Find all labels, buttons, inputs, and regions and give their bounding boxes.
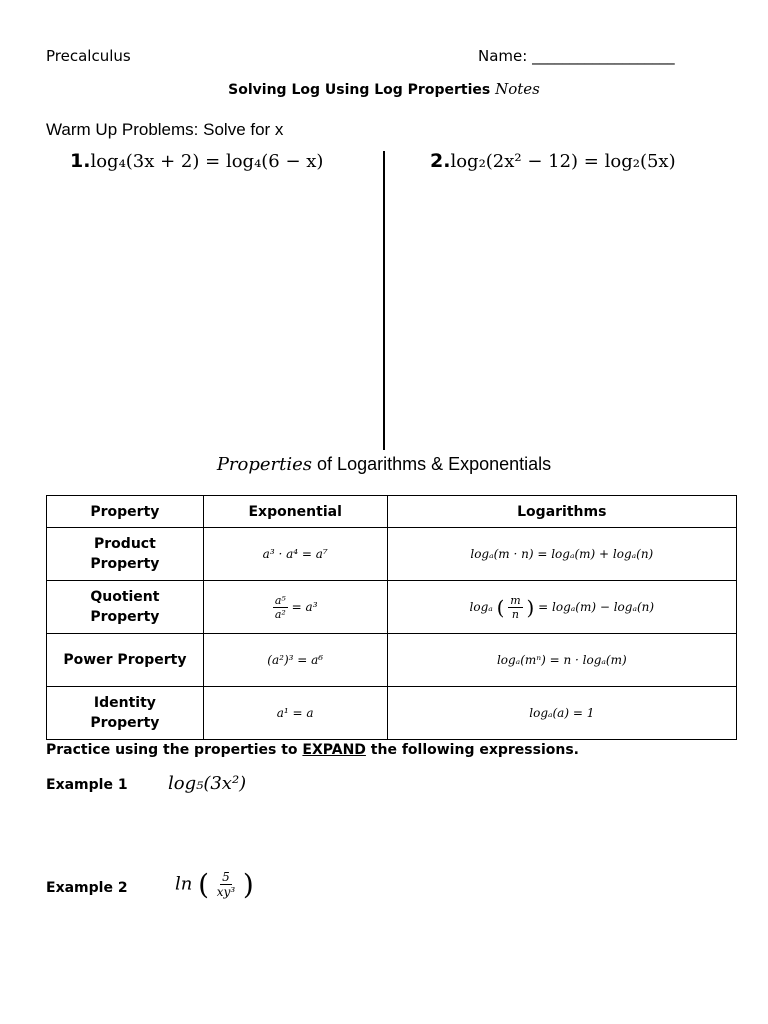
fraction-denominator: xy³ <box>216 885 236 899</box>
problem-lhs: log₂(2x² − 12) = <box>450 151 599 172</box>
table-header-row <box>47 496 737 528</box>
logarithm-rule: logₐ(m · n) = logₐ(m) + logₐ(n) <box>387 528 736 581</box>
log-prefix: logₐ <box>469 599 493 614</box>
problem-lhs: log₄(3x + 2) = <box>90 151 221 172</box>
properties-heading <box>0 454 768 475</box>
fraction-denominator: n <box>511 607 520 621</box>
exponential-rule: a³ · a⁴ = a⁷ <box>203 528 387 581</box>
column-header: Logarithms <box>387 496 736 528</box>
exponential-fraction <box>273 594 288 621</box>
vertical-divider <box>383 151 385 450</box>
warmup-problem-2 <box>430 150 676 172</box>
table-row <box>47 634 737 687</box>
properties-table <box>46 495 737 740</box>
fraction-numerator: 5 <box>222 870 230 884</box>
fraction-numerator: m <box>510 593 521 607</box>
fraction-numerator: a⁵ <box>274 593 286 607</box>
example-2-fraction <box>215 870 237 899</box>
example-2-label: Example 2 <box>46 880 128 896</box>
property-name-line: Quotient <box>90 589 160 605</box>
properties-heading-script: Properties <box>216 454 313 475</box>
property-name <box>47 581 204 634</box>
exponential-rule <box>203 581 387 634</box>
property-name-line: Power Property <box>63 652 187 668</box>
property-name-line: Product <box>94 536 156 552</box>
practice-text: the following expressions. <box>365 742 579 758</box>
problem-rhs: log₂(5x) <box>604 151 676 172</box>
property-name <box>47 687 204 740</box>
logarithm-rule: logₐ ( $\frac{m}{n}$ ) = logₐ(m) − logₐ(n) <box>387 581 736 634</box>
exponential-rule: a¹ = a <box>203 687 387 740</box>
name-line: Name: ___________________ <box>478 47 675 65</box>
page-title <box>0 80 768 98</box>
property-name-line: Property <box>90 556 160 572</box>
log-fraction <box>508 594 522 621</box>
problem-rhs: log₄(6 − x) <box>225 151 324 172</box>
table-row <box>47 581 737 634</box>
table-row <box>47 528 737 581</box>
column-header: Exponential <box>203 496 387 528</box>
logarithm-rule: logₐ(mⁿ) = n · logₐ(m) <box>387 634 736 687</box>
log-rhs: = logₐ(m) − logₐ(n) <box>538 599 655 614</box>
course-name: Precalculus <box>46 47 131 65</box>
practice-emphasis: EXPAND <box>302 742 366 758</box>
property-name-line: Identity <box>93 695 156 711</box>
fraction-denominator: a² <box>274 607 286 621</box>
column-header: Property <box>47 496 204 528</box>
logarithm-rule: logₐ(a) = 1 <box>387 687 736 740</box>
problem-number: 1. <box>70 150 91 172</box>
exponential-rule: (a²)³ = a⁶ <box>203 634 387 687</box>
practice-instructions <box>46 742 579 758</box>
property-name-line: Property <box>90 715 160 731</box>
property-name <box>47 634 204 687</box>
exponential-rhs: = a³ <box>291 599 318 614</box>
table-row <box>47 687 737 740</box>
example-2-expression: ln ( $\frac{5}{\text{xy³}}$ ) <box>175 868 254 901</box>
title-main: Solving Log Using Log Properties <box>228 82 491 98</box>
title-script: Notes <box>495 80 540 98</box>
example-1-label: Example 1 <box>46 777 128 793</box>
problem-number: 2. <box>430 150 451 172</box>
property-name-line: Property <box>90 609 160 625</box>
property-name <box>47 528 204 581</box>
practice-text: Practice using the properties to <box>46 742 303 758</box>
example-1-expression: log₅(3x²) <box>168 773 247 794</box>
warmup-problem-1 <box>70 150 323 172</box>
warmup-heading: Warm Up Problems: Solve for x <box>46 120 284 139</box>
properties-heading-rest: of Logarithms & Exponentials <box>317 454 552 474</box>
example-2-prefix: ln <box>175 873 193 895</box>
